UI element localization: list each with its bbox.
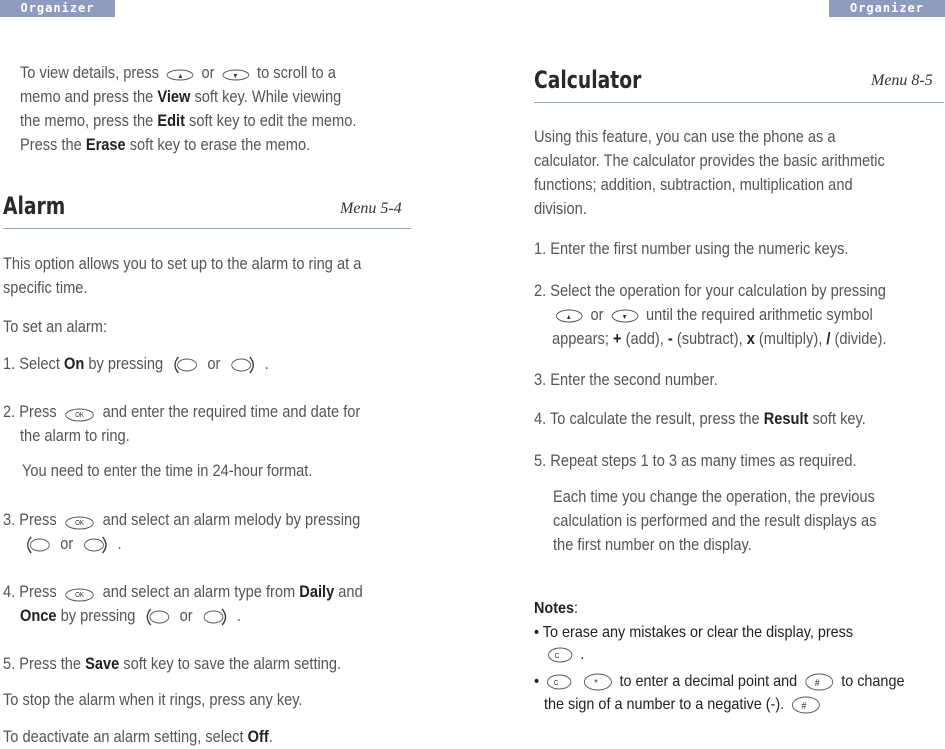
alarm-stop-text: To stop the alarm when it rings, press any key.	[3, 690, 303, 709]
alarm-para-2: To set an alarm:	[3, 317, 108, 336]
notes-bullet-2: • C * to enter a decimal point and # to change	[534, 673, 905, 690]
alarm-step-2b: the alarm to ring.	[20, 426, 130, 445]
notes-bullet-2b: the sign of a number to a negative (-). #	[544, 693, 824, 717]
calc-para-2: calculator. The calculator provides the basic arithmetic	[534, 151, 885, 170]
svg-text:C: C	[554, 652, 560, 660]
notes-bullet-1b: C .	[544, 643, 584, 667]
calc-step-4: 4. To calculate the result, press the Result soft key.	[534, 409, 866, 428]
right-nav-key-icon	[227, 354, 258, 376]
calculator-heading: Calculator	[534, 66, 642, 94]
svg-text:▲: ▲	[565, 313, 572, 321]
alarm-deactivate-text: To deactivate an alarm setting, select Off.	[3, 727, 273, 746]
intro-line-2: memo and press the View soft key. While viewing	[20, 87, 342, 106]
alarm-step-5: 5. Press the Save soft key to save the alarm setting.	[3, 654, 342, 673]
calc-para-1: Using this feature, you can use the phone as a	[534, 127, 836, 146]
header-tab-right: Organizer	[829, 0, 945, 17]
alarm-step-3b: or .	[20, 532, 122, 556]
calc-para-4: division.	[534, 199, 587, 218]
alarm-step-1: 1. Select On by pressing or .	[3, 352, 269, 376]
svg-text:▼: ▼	[621, 313, 628, 321]
calc-step-5: 5. Repeat steps 1 to 3 as many times as required.	[534, 451, 857, 470]
alarm-heading: Alarm	[3, 192, 66, 220]
left-nav-key-icon	[142, 606, 173, 628]
right-nav-key-icon	[199, 606, 230, 628]
hash-key-icon	[804, 672, 835, 692]
alarm-step-4b: Once by pressing or .	[20, 604, 241, 628]
svg-text:OK: OK	[75, 519, 85, 527]
notes-bullet-1: • To erase any mistakes or clear the display, press	[534, 624, 854, 641]
alarm-step-2: 2. Press OK and enter the required time and date for	[3, 402, 361, 421]
intro-line-4: Press the Erase soft key to erase the memo.	[20, 135, 311, 154]
menu-key-icon	[63, 404, 96, 422]
up-key-icon	[555, 308, 584, 324]
alarm-divider	[3, 228, 411, 229]
svg-text:#: #	[801, 700, 807, 712]
menu-key-icon	[63, 584, 96, 602]
alarm-step-2-note: You need to enter the time in 24-hour format.	[22, 461, 313, 480]
svg-text:OK: OK	[75, 411, 85, 419]
right-nav-key-icon	[80, 534, 111, 556]
intro-line-1: To view details, press ▲ or ▼ to scroll to a	[20, 63, 336, 82]
alarm-para-1b: specific time.	[3, 278, 88, 297]
svg-text:▲: ▲	[177, 72, 184, 80]
calc-step-2: 2. Select the operation for your calculation by pressing	[534, 281, 886, 300]
calculator-divider	[534, 102, 944, 103]
left-nav-key-icon	[23, 534, 54, 556]
calc-step-2b: ▲ or ▼ until the required arithmetic symbol	[552, 303, 873, 327]
calc-note-2: calculation is performed and the result displays as	[553, 511, 877, 530]
svg-text:▼: ▼	[232, 72, 239, 80]
clear-key-icon	[546, 673, 573, 691]
header-tab-left: Organizer	[0, 0, 115, 17]
notes-heading: Notes:	[534, 600, 579, 617]
menu-key-icon	[63, 512, 96, 530]
calc-note-3: the first number on the display.	[553, 535, 752, 554]
alarm-step-4: 4. Press OK and select an alarm type from Daily and	[3, 582, 363, 601]
calculator-menu-number: Menu 8-5	[871, 72, 933, 89]
down-key-icon	[221, 66, 250, 82]
svg-text:C: C	[553, 679, 559, 687]
calc-note-1: Each time you change the operation, the previous	[553, 487, 875, 506]
svg-text:OK: OK	[75, 591, 85, 599]
left-nav-key-icon	[170, 354, 201, 376]
calc-step-2c: appears; + (add), - (subtract), x (multiply), / (divide).	[552, 329, 887, 348]
star-key-icon	[582, 672, 613, 692]
hash-key-icon	[791, 695, 822, 715]
clear-key-icon	[547, 646, 574, 664]
svg-text:#: #	[814, 677, 820, 689]
up-key-icon	[166, 66, 195, 82]
alarm-para-1: This option allows you to set up to the alarm to ring at a	[3, 254, 362, 273]
calc-para-3: functions; addition, subtraction, multiplication and	[534, 175, 853, 194]
intro-line-3: the memo, press the Edit soft key to edit the memo.	[20, 111, 357, 130]
calc-step-3: 3. Enter the second number.	[534, 370, 718, 389]
calc-step-1: 1. Enter the first number using the numeric keys.	[534, 239, 849, 258]
down-key-icon	[610, 308, 639, 324]
alarm-step-3: 3. Press OK and select an alarm melody by pressing	[3, 510, 361, 529]
alarm-menu-number: Menu 5-4	[340, 200, 402, 217]
svg-text:*: *	[593, 677, 598, 689]
